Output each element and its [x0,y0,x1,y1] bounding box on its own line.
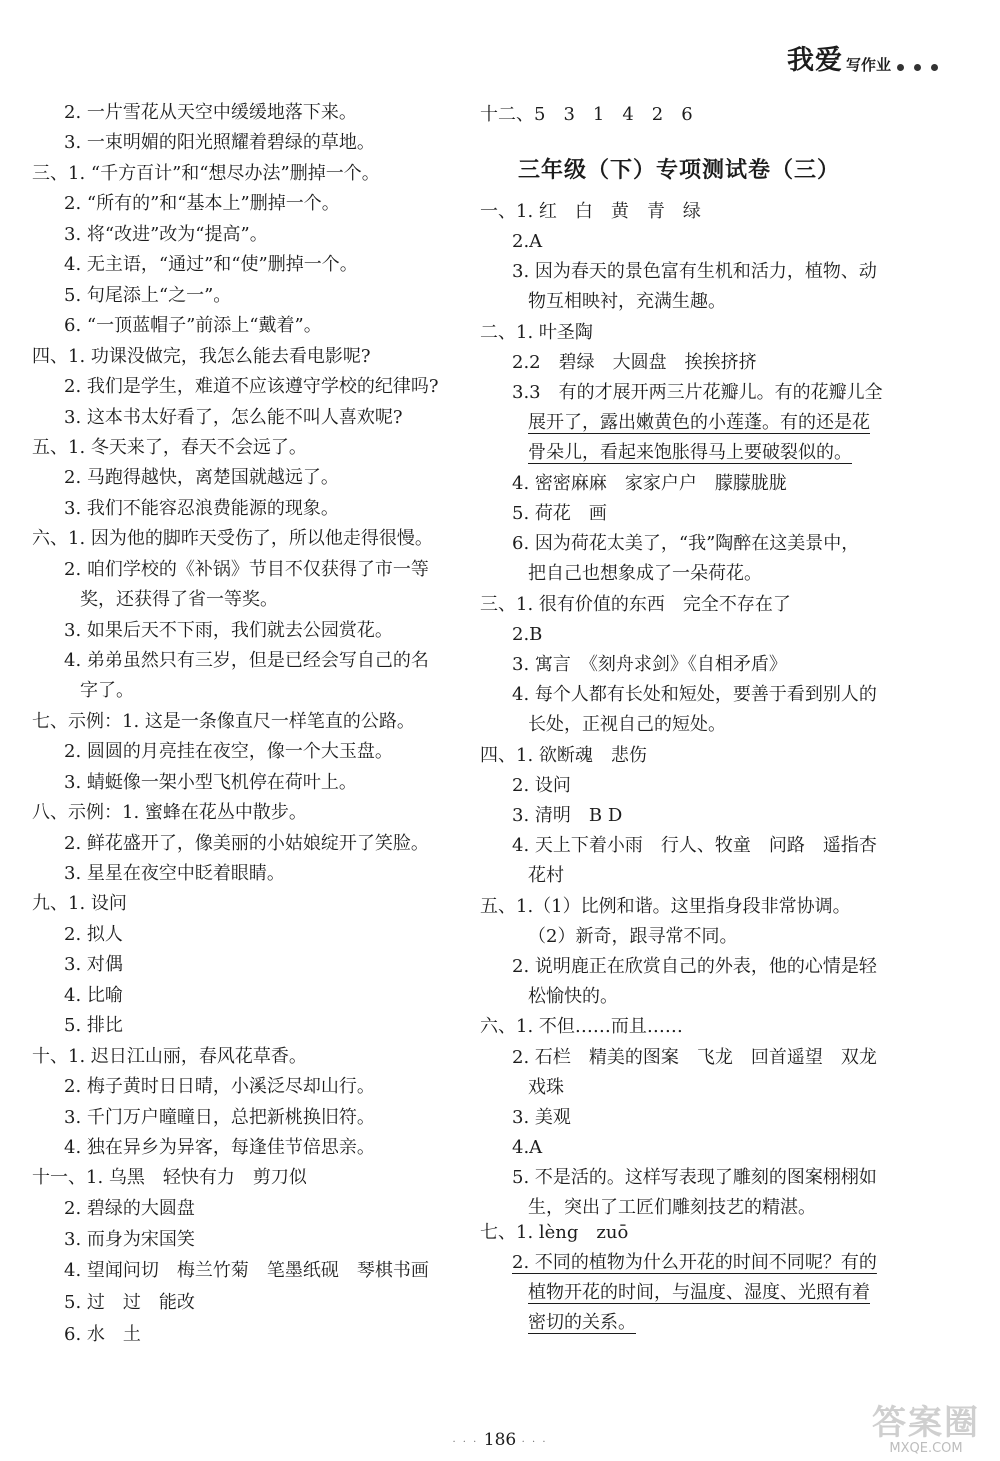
right-line: 3.3 有的才展开两三片花瓣儿。有的花瓣儿全 [512,382,883,403]
right-line: 物互相映衬，充满生趣。 [528,291,726,312]
right-line: 四、1. 欲断魂 悲伤 [480,745,647,766]
right-line: 3. 清明 B D [512,805,623,826]
left-line: 6. “一顶蓝帽子”前添上“戴着”。 [64,315,322,336]
left-line: 字了。 [80,680,134,701]
right-line: 2.B [512,624,543,645]
left-line: 五、1. 冬天来了，春天不会远了。 [32,437,307,458]
right-line: 2. 不同的植物为什么开花的时间不同呢？有的 [512,1252,877,1273]
left-line: 2. 咱们学校的《补锅》节目不仅获得了市一等 [64,559,429,580]
right-line: 骨朵儿，看起来饱胀得马上要破裂似的。 [528,442,852,463]
right-line: 3. 美观 [512,1107,571,1128]
right-line: 植物开花的时间，与温度、湿度、光照有着 [528,1282,870,1303]
page-footer [0,1430,1000,1450]
left-line: 2. 一片雪花从天空中缓缓地落下来。 [64,102,357,123]
left-line: 4. 无主语，“通过”和“使”删掉一个。 [64,254,358,275]
right-line: 5. 不是活的。这样写表现了雕刻的图案栩栩如 [512,1167,877,1188]
right-line: 6. 因为荷花太美了，“我”陶醉在这美景中， [512,533,860,554]
right-line: 一、1. 红 白 黄 青 绿 [480,201,701,222]
left-line: 2. 圆圆的月亮挂在夜空，像一个大玉盘。 [64,741,393,762]
left-line: 3. 如果后天不下雨，我们就去公园赏花。 [64,620,393,641]
right-line: 展开了，露出嫩黄色的小莲蓬。有的还是花 [528,412,870,433]
brand-logo [787,38,938,77]
right-line: 3. 因为春天的景色富有生机和活力，植物、动 [512,261,877,282]
brand-main: 我爱 [786,45,843,76]
left-line: 2. 马跑得越快，离楚国就越远了。 [64,467,339,488]
right-line: 4.A [512,1137,543,1158]
left-line: 5. 排比 [64,1015,123,1036]
left-line: 十一、1. 乌黑 轻快有力 剪刀似 [32,1167,307,1188]
section-title: 三年级（下）专项测试卷（三） [518,158,841,183]
right-line: 4. 密密麻麻 家家户户 朦朦胧胧 [512,473,787,494]
right-line: 密切的关系。 [528,1312,636,1333]
left-line: 六、1. 因为他的脚昨天受伤了，所以他走得很慢。 [32,528,433,549]
left-line: 2. 拟人 [64,924,123,945]
left-line: 6. 水 土 [64,1324,141,1345]
right-line: 2.2 碧绿 大圆盘 挨挨挤挤 [512,352,757,373]
left-line: 三、1. “千方百计”和“想尽办法”删掉一个。 [32,163,380,184]
left-line: 4. 比喻 [64,985,123,1006]
right-line: 2. 说明鹿正在欣赏自己的外表，他的心情是轻 [512,956,877,977]
right-line: 六、1. 不但……而且…… [480,1016,683,1037]
right-line: 把自己也想象成了一朵荷花。 [528,563,762,584]
left-line: 3. 星星在夜空中眨着眼睛。 [64,863,285,884]
left-line: 八、示例：1. 蜜蜂在花丛中散步。 [32,802,307,823]
watermark [872,1405,980,1456]
right-line: 生，突出了工匠们雕刻技艺的精湛。 [528,1197,816,1218]
right-line: 2.A [512,231,543,252]
right-line: 五、1.（1）比例和谐。这里指身段非常协调。 [480,896,851,917]
right-line: 4. 天上下着小雨 行人、牧童 问路 遥指杏 [512,835,877,856]
left-line: 3. 将“改进”改为“提高”。 [64,224,268,245]
right-line: 2. 石栏 精美的图案 飞龙 回首遥望 双龙 [512,1047,877,1068]
right-line: 2. 设问 [512,775,571,796]
right-line: 七、1. lèng zuō [480,1222,629,1243]
right-line: 三、1. 很有价值的东西 完全不存在了 [480,594,791,615]
right-line: 十二、5 3 1 4 2 6 [480,104,693,125]
left-line: 3. 对偶 [64,954,123,975]
left-line: 4. 弟弟虽然只有三岁，但是已经会写自己的名 [64,650,429,671]
left-line: 3. 这本书太好看了，怎么能不叫人喜欢呢? [64,407,403,428]
left-line: 四、1. 功课没做完，我怎么能去看电影呢? [32,346,371,367]
left-line: 2. 碧绿的大圆盘 [64,1198,195,1219]
left-line: 4. 望闻问切 梅兰竹菊 笔墨纸砚 琴棋书画 [64,1260,429,1281]
watermark-url: MXQE.COM [889,1441,963,1456]
watermark-main: 答案圈 [872,1403,980,1443]
footer-deco-right-icon: · · · [521,1437,548,1448]
left-line: 3. 千门万户曈曈日，总把新桃换旧符。 [64,1107,375,1128]
left-line: 2. 鲜花盛开了，像美丽的小姑娘绽开了笑脸。 [64,833,429,854]
left-line: 3. 而身为宋国笑 [64,1229,195,1250]
left-line: 3. 蜻蜓像一架小型飞机停在荷叶上。 [64,772,357,793]
right-line: 松愉快的。 [528,986,618,1007]
right-line: 5. 荷花 画 [512,503,607,524]
right-line: 长处，正视自己的短处。 [528,714,726,735]
right-line: 二、1. 叶圣陶 [480,322,593,343]
right-line: 4. 每个人都有长处和短处，要善于看到别人的 [512,684,877,705]
right-line: 戏珠 [528,1077,564,1098]
left-line: 2. 梅子黄时日日晴，小溪泛尽却山行。 [64,1076,375,1097]
brand-sub: 写作业 [845,56,891,74]
left-line: 3. 一束明媚的阳光照耀着碧绿的草地。 [64,132,375,153]
right-line: 3. 寓言 《刻舟求剑》《自相矛盾》 [512,654,787,675]
left-line: 3. 我们不能容忍浪费能源的现象。 [64,498,339,519]
page-number: 186 [483,1430,517,1450]
left-line: 4. 独在异乡为异客，每逢佳节倍思亲。 [64,1137,375,1158]
left-line: 九、1. 设问 [32,893,127,914]
left-line: 5. 过 过 能改 [64,1292,195,1313]
right-line: 花村 [528,865,564,886]
left-line: 十、1. 迟日江山丽，春风花草香。 [32,1046,307,1067]
left-line: 奖，还获得了省一等奖。 [80,589,278,610]
left-line: 5. 句尾添上“之一”。 [64,285,232,306]
footer-deco-left-icon: · · · [452,1437,479,1448]
brand-dots-icon [897,64,938,71]
left-line: 七、示例：1. 这是一条像直尺一样笔直的公路。 [32,711,415,732]
right-line: （2）新奇，跟寻常不同。 [528,926,738,947]
left-line: 2. “所有的”和“基本上”删掉一个。 [64,193,340,214]
left-line: 2. 我们是学生，难道不应该遵守学校的纪律吗? [64,376,439,397]
